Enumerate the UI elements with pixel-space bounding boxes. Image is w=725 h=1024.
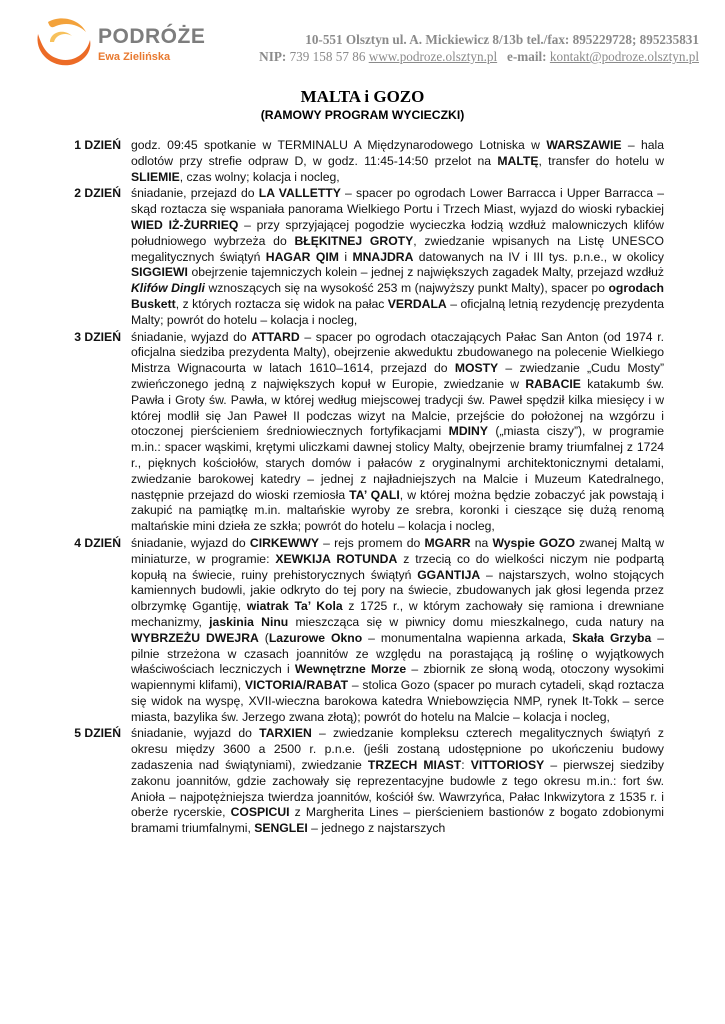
- text-segment: – rejs promem do: [318, 535, 425, 550]
- text-segment: – spacer po ogrodach otaczających Pałac San Anton (od 1974 r. oficjalna siedziba prezydenta Malty), obejrzenie akweduktu zbudowanego na polecenie Wielkiego Mistrza Wignacourta w latach 1610–1614, przejazd do: [131, 329, 664, 376]
- text-segment: – pierwszej siedziby zakonu joannitów, gdzie zachowały się reprezentacyjne budowle z tego okresu m.in.: fort św. Anioła – najpotężniejsza twierdza joannitów, kościół św. Wawrzyńca, Pałac Inkwizytora z 1535 r. i oberże rycerskie,: [131, 758, 664, 820]
- highlighted-place: MDINY: [448, 424, 488, 439]
- highlighted-place: SENGLEI: [254, 821, 308, 836]
- text-segment: – oficjalną letnią rezydencję prezydenta Malty; powrót do hotelu – kolacja i nocleg,: [131, 296, 664, 327]
- text-segment: – najstarszych, wolno stojących kamiennych budowli, jakie odkryto do tej pory na świecie, zbudowanych jak głosi legenda przez olbrzymkę Ggantiję,: [131, 567, 664, 614]
- contact-line: [259, 48, 699, 65]
- highlighted-place: RABACIE: [525, 376, 581, 391]
- company-logo: [28, 12, 218, 74]
- highlighted-place: TARXIEN: [259, 726, 312, 741]
- day-description: [131, 330, 664, 535]
- highlighted-place: SLIEMIE: [131, 169, 180, 184]
- text-segment: z 1725 r., w którym zachowały się ramiona i drewniane mechanizmy,: [131, 599, 665, 629]
- day-description: [131, 186, 664, 328]
- text-segment: z trzecią co do wielkości niczym nie podpartą kopułą na świecie, ruiny prehistorycznych świątyń: [131, 551, 664, 582]
- page-title: MALTA i GOZO: [300, 87, 425, 106]
- text-segment: datowanych na IV i III tys. p.n.e., w okolicy: [413, 249, 664, 264]
- itinerary: [0, 138, 725, 838]
- text-segment: – stolica Gozo (spacer po murach cytadeli, skąd roztacza się widok na wyspę, XVII-wieczna barokowa katedra Wniebowzięcia NMP, rynek It-Tokk – serce miasta, bazylika św. Jerzego zwana złotą); powrót do hotelu na Malcie – kolacja i nocleg,: [131, 678, 664, 724]
- day-label: 3 DZIEŃ: [74, 329, 121, 344]
- page-subtitle: (RAMOWY PROGRAM WYCIECZKI): [260, 108, 465, 122]
- text-segment: – pilnie strzeżona w czasach joannitów ze względu na porastającą ją roślinę o wyjątkowych właściwościach leczniczych i: [131, 630, 664, 677]
- text-segment: – zwiedzanie „Cudu Mosty” zwieńczonego jedną z największych kopuł w Europie, zwiedzanie w: [131, 361, 665, 391]
- text-segment: – spacer po ogrodach Lower Barracca i Upper Barracca – skąd roztacza się wspaniała panorama Wielkiego Portu i Trzech Miast, wyjazd do wioski rybackiej: [131, 186, 664, 217]
- highlighted-place: Wewnętrzne Morze: [294, 662, 407, 677]
- highlighted-place: MGARR: [424, 535, 471, 550]
- email-label: e-mail:: [497, 49, 550, 64]
- highlighted-place: COSPICUI: [230, 805, 290, 820]
- day-row: [0, 726, 725, 837]
- logo-company-name: PODRÓŻE: [98, 25, 206, 48]
- highlighted-place: VITTORIOSY: [470, 758, 545, 773]
- day-description: [131, 138, 664, 185]
- text-segment: – zwiedzanie kompleksu czterech megalitycznych świątyń z okresu między 3600 a 2500 r. p.n.e. (jeśli zostaną udostępnione po ukończeniu budowy zadaszenia nad świątyniami), zwiedzanie: [131, 726, 664, 773]
- day-row: [0, 536, 725, 726]
- highlighted-place: HAGAR QIM: [265, 249, 339, 264]
- highlighted-place: WARSZAWIE: [546, 138, 622, 152]
- text-segment: , zwiedzanie wpisanych na Listę UNESCO megalitycznych świątyń: [131, 233, 664, 264]
- text-segment: śniadanie, przejazd do: [131, 186, 259, 201]
- text-segment: – monumentalna wapienna arkada,: [362, 630, 573, 645]
- highlighted-place: Wyspie GOZO: [492, 535, 575, 550]
- day-row: [0, 138, 725, 185]
- highlighted-place: LA VALLETTY: [258, 186, 341, 201]
- text-segment: zwanej Maltą w miniaturze, w programie:: [131, 535, 665, 566]
- day-description: [131, 536, 664, 726]
- text-segment: i: [338, 249, 353, 264]
- text-segment: , czas wolny; kolacja i nocleg,: [179, 169, 340, 184]
- highlighted-place: Klifów Dingli: [131, 281, 205, 296]
- text-segment: , w której można będzie zobaczyć jak powstają i zakupić na pamiątkę m.in. maltańskie wyroby ze srebra, koronki i cieszące się dużą renomą maltańskie mini dzieła ze szkła; powrót do hotelu – kolacja i nocleg,: [131, 487, 664, 534]
- highlighted-place: Skała Grzyba: [572, 630, 652, 645]
- letterhead: [0, 0, 725, 80]
- text-segment: (: [258, 630, 269, 645]
- email-link[interactable]: kontakt@podroze.olsztyn.pl: [549, 49, 699, 64]
- text-segment: , z których roztacza się widok na pałac: [175, 296, 388, 311]
- nip-value: 739 158 57 86: [286, 49, 369, 64]
- text-segment: godz. 09:45 spotkanie w TERMINALU A Międzynarodowego Lotniska w: [131, 138, 547, 152]
- text-segment: – hala odlotów przy strefie odpraw D, w godz. 11:45-14:50 przelot na: [131, 138, 664, 168]
- highlighted-place: wiatrak Ta’ Kola: [246, 599, 343, 614]
- day-description: [131, 726, 664, 837]
- nip-label: NIP:: [259, 49, 287, 64]
- text-segment: :: [461, 758, 471, 773]
- highlighted-place: BŁĘKITNEJ GROTY: [294, 233, 414, 248]
- text-segment: śniadanie, wyjazd do: [131, 329, 252, 344]
- text-segment: wznoszących się na wysokość 253 m (najwyższy punkt Malty), spacer po: [204, 281, 609, 296]
- highlighted-place: MALTĘ: [497, 153, 539, 168]
- highlighted-place: VICTORIA/RABAT: [244, 678, 349, 693]
- highlighted-place: MNAJDRA: [352, 249, 414, 264]
- highlighted-place: ATTARD: [251, 329, 300, 344]
- text-segment: – przy sprzyjającej pogodzie wycieczka łodzią wzdłuż malowniczych klifów południowego wybrzeża do: [131, 217, 664, 248]
- highlighted-place: MOSTY: [454, 361, 499, 376]
- text-segment: – zbiornik ze słoną wodą, otoczony wysokimi wapiennymi klifami),: [131, 662, 664, 693]
- highlighted-place: TRZECH MIAST: [367, 758, 462, 773]
- highlighted-place: ogrodach Buskett: [131, 281, 664, 311]
- day-label: 2 DZIEŃ: [74, 186, 121, 201]
- logo-owner-name: Ewa Zielińska: [98, 51, 171, 63]
- text-segment: , transfer do hotelu w: [538, 153, 664, 168]
- highlighted-place: GGANTIJA: [417, 567, 481, 582]
- highlighted-place: jaskinia Ninu: [209, 614, 289, 629]
- day-row: [0, 330, 725, 535]
- text-segment: mieszcząca się w piwnicy domu mieszkalnego, cuda natury na: [288, 614, 664, 629]
- address-text: 10-551 Olsztyn ul. A. Mickiewicz 8/13b tel./fax: 895229728; 895235831: [305, 32, 699, 47]
- highlighted-place: VERDALA: [387, 296, 447, 311]
- highlighted-place: Lazurowe Okno: [268, 630, 363, 645]
- text-segment: śniadanie, wyjazd do: [131, 726, 260, 741]
- text-segment: na: [470, 535, 493, 550]
- website-link[interactable]: www.podroze.olsztyn.pl: [368, 49, 498, 64]
- day-label: 5 DZIEŃ: [74, 726, 121, 741]
- text-segment: – jednego z najstarszych: [307, 821, 446, 836]
- highlighted-place: WIED IŻ-ŻURRIEQ: [131, 217, 239, 232]
- logo-swirl-icon: [28, 12, 94, 74]
- text-segment: obejrzenie tajemniczych kolein – jednej z największych zagadek Malty, przejazd wzdłuż: [187, 265, 664, 280]
- text-segment: („miasta ciszy”), w programie m.in.: spacer wąskimi, krętymi uliczkami dawnej stolicy Malty, obejrzenie bramy triumfalnej z 1724 r., pięknych kościołów, starych domów i pałaców z oryginalnymi architektonicznymi detalami, zwiedzanie barokowej katedry – jednej z najładniejszych na Malcie i Muzeum Katedralnego, następnie przejazd do wioski rzemiosła: [131, 424, 664, 502]
- text-segment: katakumb św. Pawła i Groty św. Pawła, w której według miejscowej tradycji św. Paweł spędził kilka miesięcy i w której modlił się Jan Paweł II podczas wizyt na Malcie, przejście do położonej na wzgórzu i otoczonej pierścieniem średniowiecznych fortyfikacjami: [131, 376, 664, 439]
- day-label: 4 DZIEŃ: [74, 535, 121, 550]
- highlighted-place: TA’ QALI: [349, 487, 400, 502]
- contact-block: [259, 31, 699, 65]
- address-line: [259, 31, 699, 48]
- highlighted-place: CIRKEWWY: [249, 535, 319, 550]
- highlighted-place: WYBRZEŻU DWEJRA: [131, 630, 259, 645]
- text-segment: śniadanie, wyjazd do: [131, 535, 250, 550]
- highlighted-place: XEWKIJA ROTUNDA: [275, 551, 398, 566]
- text-segment: z Margherita Lines – pierścieniem bastionów z bogato zdobionymi bramami triumfalnymi,: [131, 805, 664, 836]
- highlighted-place: SIGGIEWI: [131, 265, 188, 280]
- day-label: 1 DZIEŃ: [74, 138, 121, 152]
- day-row: [0, 186, 725, 328]
